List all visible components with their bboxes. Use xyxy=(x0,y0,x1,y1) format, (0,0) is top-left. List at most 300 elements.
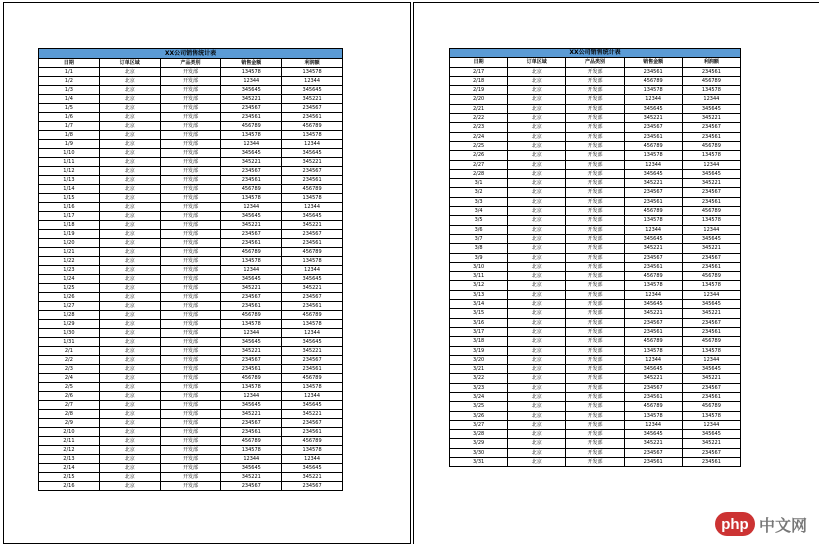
table-cell: 1/31 xyxy=(39,338,100,347)
table-cell: 北京 xyxy=(508,365,566,374)
table-cell: 北京 xyxy=(99,203,160,212)
header-profit: 利润额 xyxy=(282,59,343,68)
table-cell: 345645 xyxy=(221,275,282,284)
table-cell: 234567 xyxy=(682,318,740,327)
table-cell: 开发部 xyxy=(566,392,624,401)
table-cell: 3/31 xyxy=(450,458,508,467)
table-row xyxy=(39,302,343,311)
table-cell: 12344 xyxy=(624,225,682,234)
sales-table-page-1 xyxy=(38,48,343,491)
table-cell: 北京 xyxy=(508,169,566,178)
table-cell: 2/13 xyxy=(39,455,100,464)
table-cell: 开发部 xyxy=(160,419,221,428)
table-cell: 345221 xyxy=(221,473,282,482)
table-cell: 234567 xyxy=(682,383,740,392)
table-cell: 12344 xyxy=(282,140,343,149)
table-cell: 345645 xyxy=(282,275,343,284)
header-region: 订单区域 xyxy=(99,59,160,68)
table-cell: 345221 xyxy=(221,284,282,293)
table-cell: 北京 xyxy=(99,329,160,338)
table-cell: 345221 xyxy=(282,347,343,356)
table-row xyxy=(450,327,741,336)
table-cell: 3/29 xyxy=(450,439,508,448)
table-cell: 1/17 xyxy=(39,212,100,221)
table-cell: 北京 xyxy=(508,253,566,262)
table-cell: 2/20 xyxy=(450,95,508,104)
table-cell: 234561 xyxy=(221,428,282,437)
table-cell: 234561 xyxy=(282,113,343,122)
table-row xyxy=(450,262,741,271)
table-cell: 345645 xyxy=(624,365,682,374)
table-cell: 开发部 xyxy=(160,95,221,104)
table-cell: 2/6 xyxy=(39,392,100,401)
table-cell: 345221 xyxy=(682,374,740,383)
table-cell: 134578 xyxy=(221,68,282,77)
table-cell: 345221 xyxy=(624,179,682,188)
table-cell: 12344 xyxy=(221,77,282,86)
table-cell: 开发部 xyxy=(566,114,624,123)
table-cell: 2/8 xyxy=(39,410,100,419)
table-cell: 12344 xyxy=(624,290,682,299)
table-cell: 3/5 xyxy=(450,216,508,225)
table-cell: 开发部 xyxy=(566,141,624,150)
table-cell: 345221 xyxy=(682,309,740,318)
table-cell: 234561 xyxy=(682,327,740,336)
table-cell: 1/30 xyxy=(39,329,100,338)
table-cell: 12344 xyxy=(282,392,343,401)
table-cell: 3/26 xyxy=(450,411,508,420)
table-cell: 3/28 xyxy=(450,430,508,439)
table-cell: 1/14 xyxy=(39,185,100,194)
table-cell: 134578 xyxy=(624,411,682,420)
table-cell: 开发部 xyxy=(160,365,221,374)
table-cell: 北京 xyxy=(99,374,160,383)
table-cell: 北京 xyxy=(99,482,160,491)
table-row xyxy=(450,216,741,225)
table-cell: 12344 xyxy=(221,266,282,275)
table-title: XX公司销售统计表 xyxy=(39,49,343,59)
table-row xyxy=(450,234,741,243)
table-cell: 3/11 xyxy=(450,272,508,281)
table-cell: 开发部 xyxy=(566,458,624,467)
table-cell: 345645 xyxy=(682,169,740,178)
table-cell: 北京 xyxy=(99,311,160,320)
table-cell: 12344 xyxy=(282,203,343,212)
table-cell: 开发部 xyxy=(566,383,624,392)
table-cell: 北京 xyxy=(508,207,566,216)
table-title: XX公司销售统计表 xyxy=(450,49,741,58)
table-cell: 开发部 xyxy=(160,428,221,437)
print-page-2 xyxy=(413,2,819,544)
table-cell: 3/23 xyxy=(450,383,508,392)
table-cell: 234561 xyxy=(282,302,343,311)
table-cell: 北京 xyxy=(508,439,566,448)
table-row xyxy=(450,355,741,364)
header-category: 产品类别 xyxy=(160,59,221,68)
table-cell: 3/1 xyxy=(450,179,508,188)
table-row xyxy=(450,383,741,392)
table-cell: 1/3 xyxy=(39,86,100,95)
table-cell: 3/27 xyxy=(450,420,508,429)
table-cell: 345645 xyxy=(282,401,343,410)
table-cell: 345221 xyxy=(221,347,282,356)
table-cell: 开发部 xyxy=(160,374,221,383)
table-cell: 1/28 xyxy=(39,311,100,320)
table-cell: 345221 xyxy=(624,309,682,318)
table-row xyxy=(39,428,343,437)
header-region: 订单区域 xyxy=(508,58,566,67)
table-row xyxy=(450,244,741,253)
table-cell: 12344 xyxy=(682,225,740,234)
table-cell: 345645 xyxy=(682,430,740,439)
table-cell: 2/2 xyxy=(39,356,100,365)
table-cell: 234567 xyxy=(624,448,682,457)
table-cell: 234567 xyxy=(282,419,343,428)
table-row xyxy=(450,207,741,216)
table-cell: 2/18 xyxy=(450,76,508,85)
table-cell: 234561 xyxy=(624,458,682,467)
table-cell: 12344 xyxy=(682,355,740,364)
table-body-page-2 xyxy=(450,67,741,467)
table-cell: 北京 xyxy=(508,346,566,355)
table-cell: 234561 xyxy=(221,365,282,374)
table-cell: 234561 xyxy=(221,302,282,311)
table-row xyxy=(39,257,343,266)
table-cell: 456789 xyxy=(282,437,343,446)
table-cell: 北京 xyxy=(99,212,160,221)
table-row xyxy=(39,113,343,122)
table-cell: 北京 xyxy=(99,383,160,392)
table-cell: 北京 xyxy=(508,67,566,76)
table-cell: 开发部 xyxy=(160,131,221,140)
table-cell: 开发部 xyxy=(566,281,624,290)
table-cell: 北京 xyxy=(508,392,566,401)
table-row xyxy=(39,122,343,131)
table-cell: 234567 xyxy=(624,318,682,327)
table-cell: 134578 xyxy=(624,151,682,160)
table-cell: 开发部 xyxy=(566,402,624,411)
table-cell: 北京 xyxy=(99,248,160,257)
table-cell: 北京 xyxy=(508,216,566,225)
table-cell: 345221 xyxy=(624,244,682,253)
table-cell: 1/7 xyxy=(39,122,100,131)
table-cell: 开发部 xyxy=(160,302,221,311)
table-cell: 134578 xyxy=(221,257,282,266)
table-cell: 12344 xyxy=(221,203,282,212)
table-cell: 开发部 xyxy=(160,122,221,131)
table-cell: 234567 xyxy=(221,482,282,491)
table-cell: 2/11 xyxy=(39,437,100,446)
table-cell: 456789 xyxy=(682,402,740,411)
sales-table-page-2 xyxy=(449,48,741,467)
table-row xyxy=(450,420,741,429)
table-cell: 开发部 xyxy=(566,188,624,197)
table-cell: 12344 xyxy=(282,455,343,464)
table-cell: 开发部 xyxy=(160,437,221,446)
table-cell: 北京 xyxy=(508,281,566,290)
table-cell: 134578 xyxy=(221,383,282,392)
table-cell: 北京 xyxy=(99,464,160,473)
table-cell: 开发部 xyxy=(566,290,624,299)
table-cell: 345221 xyxy=(682,439,740,448)
table-cell: 北京 xyxy=(508,123,566,132)
table-cell: 2/12 xyxy=(39,446,100,455)
table-cell: 345645 xyxy=(682,300,740,309)
table-row xyxy=(450,309,741,318)
table-cell: 开发部 xyxy=(566,430,624,439)
table-cell: 开发部 xyxy=(160,104,221,113)
table-cell: 345645 xyxy=(282,338,343,347)
table-row xyxy=(39,230,343,239)
table-cell: 3/3 xyxy=(450,197,508,206)
table-cell: 1/6 xyxy=(39,113,100,122)
table-cell: 456789 xyxy=(682,207,740,216)
table-row xyxy=(39,77,343,86)
table-cell: 开发部 xyxy=(566,234,624,243)
table-cell: 134578 xyxy=(282,383,343,392)
table-cell: 开发部 xyxy=(160,239,221,248)
table-cell: 345645 xyxy=(624,169,682,178)
table-cell: 开发部 xyxy=(160,320,221,329)
table-cell: 3/21 xyxy=(450,365,508,374)
table-row xyxy=(39,86,343,95)
table-cell: 北京 xyxy=(99,266,160,275)
table-row xyxy=(39,374,343,383)
table-cell: 2/5 xyxy=(39,383,100,392)
table-cell: 12344 xyxy=(282,266,343,275)
table-row xyxy=(450,318,741,327)
table-cell: 12344 xyxy=(221,140,282,149)
table-cell: 北京 xyxy=(99,275,160,284)
table-cell: 开发部 xyxy=(160,140,221,149)
table-cell: 北京 xyxy=(508,327,566,336)
table-cell: 开发部 xyxy=(566,300,624,309)
table-cell: 234567 xyxy=(624,188,682,197)
table-row xyxy=(450,346,741,355)
table-cell: 456789 xyxy=(682,272,740,281)
table-cell: 开发部 xyxy=(160,194,221,203)
table-cell: 1/5 xyxy=(39,104,100,113)
table-cell: 开发部 xyxy=(566,76,624,85)
table-cell: 北京 xyxy=(508,355,566,364)
table-cell: 134578 xyxy=(282,320,343,329)
table-cell: 开发部 xyxy=(566,439,624,448)
table-cell: 北京 xyxy=(99,401,160,410)
table-cell: 134578 xyxy=(221,320,282,329)
table-cell: 234561 xyxy=(682,132,740,141)
table-cell: 234561 xyxy=(282,176,343,185)
table-cell: 北京 xyxy=(99,293,160,302)
table-cell: 北京 xyxy=(99,230,160,239)
table-cell: 3/20 xyxy=(450,355,508,364)
table-row xyxy=(39,176,343,185)
table-cell: 北京 xyxy=(99,86,160,95)
table-cell: 345221 xyxy=(221,158,282,167)
table-cell: 456789 xyxy=(221,374,282,383)
table-row xyxy=(39,464,343,473)
table-row xyxy=(450,411,741,420)
table-cell: 北京 xyxy=(99,347,160,356)
table-cell: 1/21 xyxy=(39,248,100,257)
table-cell: 345645 xyxy=(221,401,282,410)
table-cell: 134578 xyxy=(682,411,740,420)
table-cell: 北京 xyxy=(99,356,160,365)
table-cell: 北京 xyxy=(508,420,566,429)
table-cell: 北京 xyxy=(508,114,566,123)
table-cell: 3/19 xyxy=(450,346,508,355)
table-row xyxy=(39,419,343,428)
table-cell: 北京 xyxy=(99,113,160,122)
table-cell: 开发部 xyxy=(160,68,221,77)
table-cell: 2/10 xyxy=(39,428,100,437)
table-cell: 开发部 xyxy=(566,327,624,336)
table-cell: 456789 xyxy=(624,141,682,150)
table-cell: 234567 xyxy=(682,188,740,197)
table-cell: 2/26 xyxy=(450,151,508,160)
table-row xyxy=(450,439,741,448)
site-watermark xyxy=(715,512,807,536)
table-cell: 1/9 xyxy=(39,140,100,149)
table-row xyxy=(39,221,343,230)
header-sales: 销售金额 xyxy=(624,58,682,67)
table-cell: 3/7 xyxy=(450,234,508,243)
watermark-text: 中文网 xyxy=(758,517,807,535)
table-cell: 345645 xyxy=(221,338,282,347)
table-cell: 12344 xyxy=(682,160,740,169)
table-cell: 456789 xyxy=(282,185,343,194)
table-cell: 345645 xyxy=(282,212,343,221)
table-row xyxy=(450,76,741,85)
table-cell: 234567 xyxy=(221,419,282,428)
table-cell: 北京 xyxy=(99,185,160,194)
table-cell: 北京 xyxy=(508,95,566,104)
table-row xyxy=(450,95,741,104)
table-cell: 234561 xyxy=(682,392,740,401)
table-cell: 234567 xyxy=(221,167,282,176)
table-row xyxy=(39,275,343,284)
table-cell: 开发部 xyxy=(160,185,221,194)
table-cell: 开发部 xyxy=(566,179,624,188)
table-cell: 1/10 xyxy=(39,149,100,158)
table-body-page-1 xyxy=(39,68,343,491)
table-cell: 开发部 xyxy=(160,266,221,275)
table-cell: 3/12 xyxy=(450,281,508,290)
table-cell: 234567 xyxy=(682,123,740,132)
table-cell: 北京 xyxy=(99,77,160,86)
table-cell: 234561 xyxy=(682,262,740,271)
table-row xyxy=(39,95,343,104)
table-cell: 开发部 xyxy=(160,275,221,284)
table-cell: 134578 xyxy=(624,281,682,290)
table-cell: 456789 xyxy=(282,122,343,131)
table-cell: 234567 xyxy=(282,230,343,239)
table-cell: 345645 xyxy=(682,104,740,113)
table-cell: 开发部 xyxy=(566,104,624,113)
table-cell: 北京 xyxy=(508,272,566,281)
table-cell: 开发部 xyxy=(160,221,221,230)
table-cell: 开发部 xyxy=(160,482,221,491)
table-row xyxy=(450,281,741,290)
table-cell: 开发部 xyxy=(160,401,221,410)
table-cell: 开发部 xyxy=(160,230,221,239)
table-cell: 北京 xyxy=(99,338,160,347)
table-cell: 开发部 xyxy=(160,383,221,392)
table-row xyxy=(39,401,343,410)
table-row xyxy=(450,272,741,281)
table-cell: 1/18 xyxy=(39,221,100,230)
table-cell: 开发部 xyxy=(160,203,221,212)
table-cell: 2/4 xyxy=(39,374,100,383)
table-cell: 2/19 xyxy=(450,86,508,95)
table-cell: 北京 xyxy=(508,179,566,188)
header-row xyxy=(450,58,741,67)
table-row xyxy=(450,225,741,234)
table-cell: 234561 xyxy=(282,428,343,437)
table-cell: 134578 xyxy=(221,446,282,455)
table-cell: 1/16 xyxy=(39,203,100,212)
table-cell: 1/25 xyxy=(39,284,100,293)
table-cell: 12344 xyxy=(624,355,682,364)
table-cell: 12344 xyxy=(624,160,682,169)
table-cell: 北京 xyxy=(508,244,566,253)
table-row xyxy=(39,149,343,158)
table-cell: 北京 xyxy=(508,383,566,392)
table-row xyxy=(39,248,343,257)
table-cell: 北京 xyxy=(508,197,566,206)
table-cell: 开发部 xyxy=(160,158,221,167)
table-cell: 2/21 xyxy=(450,104,508,113)
table-cell: 开发部 xyxy=(566,225,624,234)
table-cell: 134578 xyxy=(282,131,343,140)
table-cell: 北京 xyxy=(99,419,160,428)
table-cell: 1/24 xyxy=(39,275,100,284)
table-cell: 12344 xyxy=(221,329,282,338)
table-cell: 北京 xyxy=(99,149,160,158)
table-cell: 开发部 xyxy=(160,338,221,347)
table-cell: 2/28 xyxy=(450,169,508,178)
table-cell: 2/25 xyxy=(450,141,508,150)
table-cell: 3/30 xyxy=(450,448,508,457)
table-cell: 234567 xyxy=(221,104,282,113)
table-cell: 1/27 xyxy=(39,302,100,311)
table-cell: 开发部 xyxy=(160,410,221,419)
header-category: 产品类别 xyxy=(566,58,624,67)
table-row xyxy=(39,293,343,302)
table-cell: 开发部 xyxy=(566,253,624,262)
table-cell: 345645 xyxy=(282,149,343,158)
table-cell: 北京 xyxy=(99,122,160,131)
table-row xyxy=(39,239,343,248)
table-cell: 456789 xyxy=(221,437,282,446)
table-cell: 北京 xyxy=(99,257,160,266)
table-cell: 345221 xyxy=(682,114,740,123)
table-cell: 开发部 xyxy=(160,311,221,320)
table-cell: 234561 xyxy=(221,239,282,248)
table-cell: 开发部 xyxy=(566,448,624,457)
table-cell: 北京 xyxy=(99,410,160,419)
table-cell: 234567 xyxy=(624,123,682,132)
table-row xyxy=(39,455,343,464)
table-cell: 北京 xyxy=(99,428,160,437)
table-cell: 北京 xyxy=(99,284,160,293)
table-row xyxy=(450,253,741,262)
table-row xyxy=(450,402,741,411)
table-cell: 345645 xyxy=(624,104,682,113)
table-cell: 开发部 xyxy=(566,355,624,364)
table-cell: 北京 xyxy=(508,151,566,160)
table-row xyxy=(450,169,741,178)
table-cell: 北京 xyxy=(508,411,566,420)
